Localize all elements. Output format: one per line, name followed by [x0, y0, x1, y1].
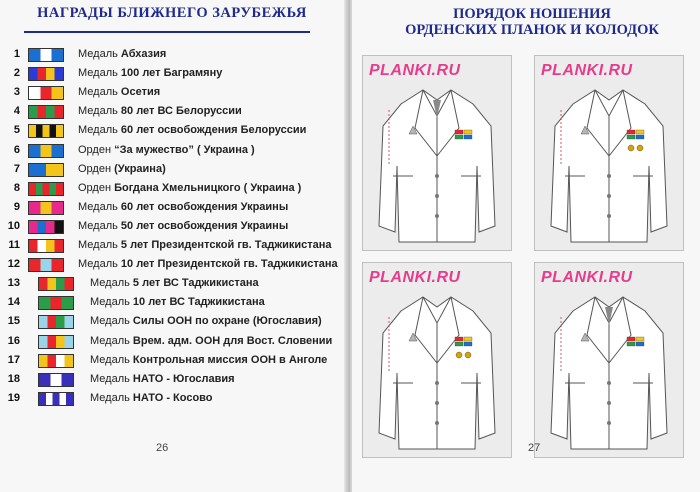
award-row: [0, 390, 348, 408]
award-label: [78, 48, 166, 60]
button: [607, 381, 611, 385]
award-name: 50 лет освобождения Украины: [120, 219, 289, 232]
award-name: НАТО - Югославия: [132, 372, 235, 385]
award-number: 15: [7, 315, 20, 328]
ribbon-bar: [28, 163, 64, 177]
award-name: Абхазия: [120, 48, 167, 60]
award-label: [78, 144, 255, 156]
button: [435, 214, 439, 218]
left-page: [0, 0, 348, 492]
ribbon-bar-on-jacket: [464, 337, 472, 341]
award-name: 10 лет Президентской гв. Таджикистана: [120, 258, 338, 271]
medal: [465, 352, 471, 358]
award-type: Медаль: [78, 200, 118, 213]
ribbon-bar: [38, 296, 74, 310]
uniform-jacket-illustration: [535, 56, 683, 250]
right-page: [352, 0, 700, 492]
ribbon-bar-on-jacket: [627, 130, 635, 134]
button: [607, 174, 611, 178]
ribbon-bar-on-jacket: [636, 135, 644, 139]
button: [607, 401, 611, 405]
ribbon-bar: [28, 220, 64, 234]
award-name: Контрольная миссия ООН в Анголе: [132, 353, 328, 366]
award-number: 2: [13, 67, 20, 80]
award-type: Медаль: [90, 277, 130, 290]
award-number: 9: [13, 200, 20, 213]
award-number: 6: [13, 143, 20, 156]
award-label: [90, 296, 265, 308]
award-row: [0, 275, 348, 293]
uniform-panel-3: [362, 262, 512, 458]
award-row: [0, 371, 348, 389]
award-row: [0, 84, 348, 102]
award-row: [0, 313, 348, 331]
ribbon-bar: [28, 239, 64, 253]
award-label: [78, 220, 288, 232]
ribbon-bar: [28, 48, 64, 62]
ribbon-bar: [28, 67, 64, 81]
award-label: [78, 258, 338, 270]
award-name: 10 лет ВС Таджикистана: [132, 296, 265, 309]
award-number: 3: [13, 86, 20, 99]
award-number: 14: [7, 296, 20, 309]
award-name: 100 лет Баграмяну: [120, 67, 223, 80]
award-type: Медаль: [90, 353, 130, 366]
award-label: [78, 239, 332, 251]
award-name: НАТО - Косово: [132, 391, 213, 404]
award-type: Медаль: [78, 105, 118, 118]
award-type: Медаль: [78, 124, 118, 137]
award-label: [78, 201, 288, 213]
award-label: [90, 335, 332, 347]
ribbon-bar-on-jacket: [627, 337, 635, 341]
ribbon-bar-on-jacket: [627, 135, 635, 139]
award-number: 8: [13, 181, 20, 194]
award-number: 10: [7, 219, 20, 232]
right-title-line-1: ПОРЯДОК НОШЕНИЯ: [453, 6, 611, 22]
button: [435, 401, 439, 405]
award-type: Орден: [78, 143, 112, 156]
left-page-title: НАГРАДЫ БЛИЖНЕГО ЗАРУБЕЖЬЯ: [37, 5, 307, 21]
award-number: 1: [13, 48, 20, 60]
uniform-panel-4: [534, 262, 684, 458]
ribbon-bar-on-jacket: [636, 130, 644, 134]
award-row: [0, 333, 348, 351]
right-title-line-2: ОРДЕНСКИХ ПЛАНОК И КОЛОДОК: [405, 22, 659, 38]
uniform-jacket-illustration: [535, 263, 683, 457]
award-row: [0, 65, 348, 83]
left-page-number: 26: [156, 442, 169, 454]
award-name: Богдана Хмельницкого ( Украина ): [114, 181, 302, 194]
button: [607, 421, 611, 425]
button: [607, 194, 611, 198]
award-number: 19: [7, 391, 20, 404]
award-row: [0, 161, 348, 179]
award-label: [90, 277, 259, 289]
award-label: [78, 86, 160, 98]
button: [435, 194, 439, 198]
button: [607, 214, 611, 218]
ribbon-bar-on-jacket: [455, 337, 463, 341]
button: [435, 381, 439, 385]
award-row: [0, 237, 348, 255]
title-underline: [24, 31, 310, 33]
right-page-number: 27: [528, 442, 541, 454]
planki-logo: PLANKI.RU: [369, 62, 461, 79]
award-label: [78, 67, 222, 79]
uniform-panel-2: [534, 55, 684, 251]
award-label: [90, 373, 235, 385]
ribbon-bar-on-jacket: [627, 342, 635, 346]
award-label: [90, 392, 213, 404]
award-row: [0, 142, 348, 160]
ribbon-bar: [38, 373, 74, 387]
award-name: 5 лет ВС Таджикистана: [132, 277, 259, 290]
ribbon-bar: [38, 335, 74, 349]
award-label: [90, 315, 322, 327]
award-name: 60 лет освобождения Украины: [120, 200, 289, 213]
ribbon-bar: [28, 182, 64, 196]
award-number: 4: [13, 105, 20, 118]
award-label: [78, 105, 242, 117]
ribbon-bar-on-jacket: [636, 337, 644, 341]
ribbon-bar-on-jacket: [636, 342, 644, 346]
award-type: Орден: [78, 181, 112, 194]
award-row: [0, 218, 348, 236]
planki-logo: PLANKI.RU: [369, 269, 461, 286]
award-number: 11: [8, 239, 20, 251]
award-name: 5 лет Президентской гв. Таджикистана: [120, 239, 332, 251]
ribbon-bar: [28, 144, 64, 158]
award-name: Осетия: [120, 86, 161, 99]
button: [435, 421, 439, 425]
award-row: [0, 352, 348, 370]
uniform-panel-1: [362, 55, 512, 251]
award-name: “За мужество” ( Украина ): [114, 143, 255, 156]
award-name: 80 лет ВС Белоруссии: [120, 105, 242, 118]
award-row: [0, 256, 348, 274]
award-label: [90, 354, 327, 366]
award-number: 12: [7, 258, 20, 271]
uniform-jacket-illustration: [363, 263, 511, 457]
award-name: (Украина): [114, 162, 166, 175]
award-type: Медаль: [78, 258, 118, 271]
award-type: Медаль: [78, 67, 118, 80]
award-type: Медаль: [90, 296, 130, 309]
uniform-jacket-illustration: [363, 56, 511, 250]
ribbon-bar-on-jacket: [455, 342, 463, 346]
award-number: 7: [13, 162, 20, 175]
award-type: Медаль: [90, 315, 130, 328]
ribbon-bar: [28, 105, 64, 119]
award-row: [0, 46, 348, 64]
award-row: [0, 294, 348, 312]
medal: [637, 145, 643, 151]
ribbon-bar: [28, 201, 64, 215]
award-type: Медаль: [78, 48, 118, 60]
planki-logo: PLANKI.RU: [541, 62, 633, 79]
award-name: Силы ООН по охране (Югославия): [132, 315, 322, 328]
award-name: 60 лет освобождения Белоруссии: [120, 124, 307, 137]
award-label: [78, 182, 301, 194]
planki-logo: PLANKI.RU: [541, 269, 633, 286]
award-label: [78, 124, 306, 136]
award-row: [0, 199, 348, 217]
award-number: 13: [7, 277, 20, 290]
ribbon-bar-on-jacket: [455, 130, 463, 134]
ribbon-bar: [28, 258, 64, 272]
award-row: [0, 122, 348, 140]
ribbon-bar: [38, 277, 74, 291]
ribbon-bar: [38, 315, 74, 329]
ribbon-bar-on-jacket: [464, 130, 472, 134]
award-type: Медаль: [90, 391, 130, 404]
award-type: Медаль: [90, 372, 130, 385]
medal: [456, 352, 462, 358]
award-name: Врем. адм. ООН для Вост. Словении: [132, 334, 333, 347]
ribbon-bar: [38, 354, 74, 368]
award-type: Медаль: [78, 86, 118, 99]
button: [435, 174, 439, 178]
ribbon-bar-on-jacket: [455, 135, 463, 139]
award-type: Медаль: [78, 219, 118, 232]
award-type: Медаль: [90, 334, 130, 347]
ribbon-bar-on-jacket: [464, 342, 472, 346]
award-number: 5: [13, 124, 20, 137]
medal: [628, 145, 634, 151]
award-type: Медаль: [78, 239, 118, 251]
award-type: Орден: [78, 162, 112, 175]
ribbon-bar: [28, 86, 64, 100]
award-label: [78, 163, 166, 175]
award-number: 16: [7, 334, 20, 347]
award-row: [0, 180, 348, 198]
award-number: 18: [7, 372, 20, 385]
ribbon-bar-on-jacket: [464, 135, 472, 139]
award-row: [0, 103, 348, 121]
award-number: 17: [7, 353, 20, 366]
ribbon-bar: [38, 392, 74, 406]
ribbon-bar: [28, 124, 64, 138]
right-page-title: [382, 6, 682, 38]
